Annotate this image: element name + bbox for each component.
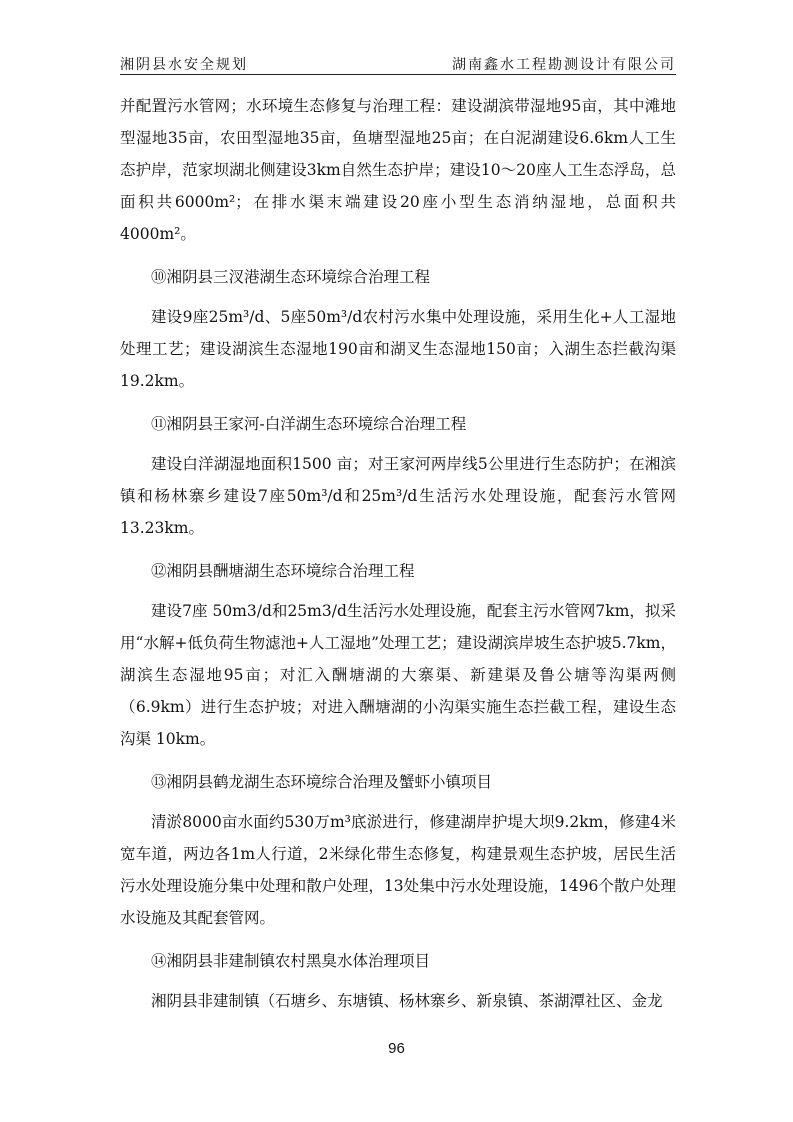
header-divider bbox=[120, 74, 676, 75]
section-heading-11: ⑪湘阴县王家河-白洋湖生态环境综合治理工程 bbox=[151, 415, 467, 433]
paragraph-continued: 并配置污水管网；水环境生态修复与治理工程：建设湖滨带湿地95亩，其中滩地型湿地35亩，农田型湿地35亩，鱼塘型湿地25亩；在白泥湖建设6.6km人工生态护岸，范家坝湖北侧建设3km自然生态护岸；建设10～20座人工生态浮岛，总面积共6000m²；在排水渠末端建设20座小型生态消纳湿地，总面积共4000m²。 bbox=[120, 97, 676, 243]
page-number: 96 bbox=[388, 1040, 405, 1057]
paragraph-12: 建设7座 50m3/d和25m3/d生活污水处理设施，配套主污水管网7km，拟采用“水解+低负荷生物滤池+人工湿地”处理工艺；建设湖滨岸坡生态护坡5.7km，湖滨生态湿地95亩；对汇入酬塘湖的大寨渠、新建渠及鲁公塘等沟渠两侧（6.9km）进行生态护坡；对进入酬塘湖的小沟渠实施生态拦截工程，建设生态沟渠 10km。 bbox=[120, 602, 676, 748]
section-heading-14: ⑭湘阴县非建制镇农村黑臭水体治理项目 bbox=[151, 952, 431, 970]
page-body bbox=[120, 90, 676, 1017]
header-company-name: 湖南鑫水工程勘测设计有限公司 bbox=[452, 57, 676, 73]
section-heading-13: ⑬湘阴县鹤龙湖生态环境综合治理及蟹虾小镇项目 bbox=[151, 773, 493, 791]
section-heading-10: ⑩湘阴县三汊港湖生态环境综合治理工程 bbox=[151, 268, 431, 286]
paragraph-14: 湘阴县非建制镇（石塘乡、东塘镇、杨林寨乡、新泉镇、茶湖潭社区、金龙 bbox=[151, 992, 663, 1010]
paragraph-11: 建设白洋湖湿地面积1500 亩；对王家河两岸线5公里进行生态防护；在湘滨镇和杨林寨乡建设7座50m³/d和25m³/d生活污水处理设施，配套污水管网13.23km。 bbox=[120, 455, 676, 537]
paragraph-13: 清淤8000亩水面约530万m³底淤进行，修建湖岸护堤大坝9.2km，修建4米宽车道，两边各1m人行道，2米绿化带生态修复，构建景观生态护坡，居民生活污水处理设施分集中处理和散户处理，13处集中污水处理设施，1496个散户处理水设施及其配套管网。 bbox=[120, 813, 676, 927]
paragraph-10: 建设9座25m³/d、5座50m³/d农村污水集中处理设施，采用生化+人工湿地处理工艺；建设湖滨生态湿地190亩和湖叉生态湿地150亩；入湖生态拦截沟渠19.2km。 bbox=[120, 308, 676, 390]
header-document-title: 湘阴县水安全规划 bbox=[120, 57, 248, 73]
section-heading-12: ⑫湘阴县酬塘湖生态环境综合治理工程 bbox=[151, 562, 415, 580]
running-header bbox=[120, 50, 676, 72]
